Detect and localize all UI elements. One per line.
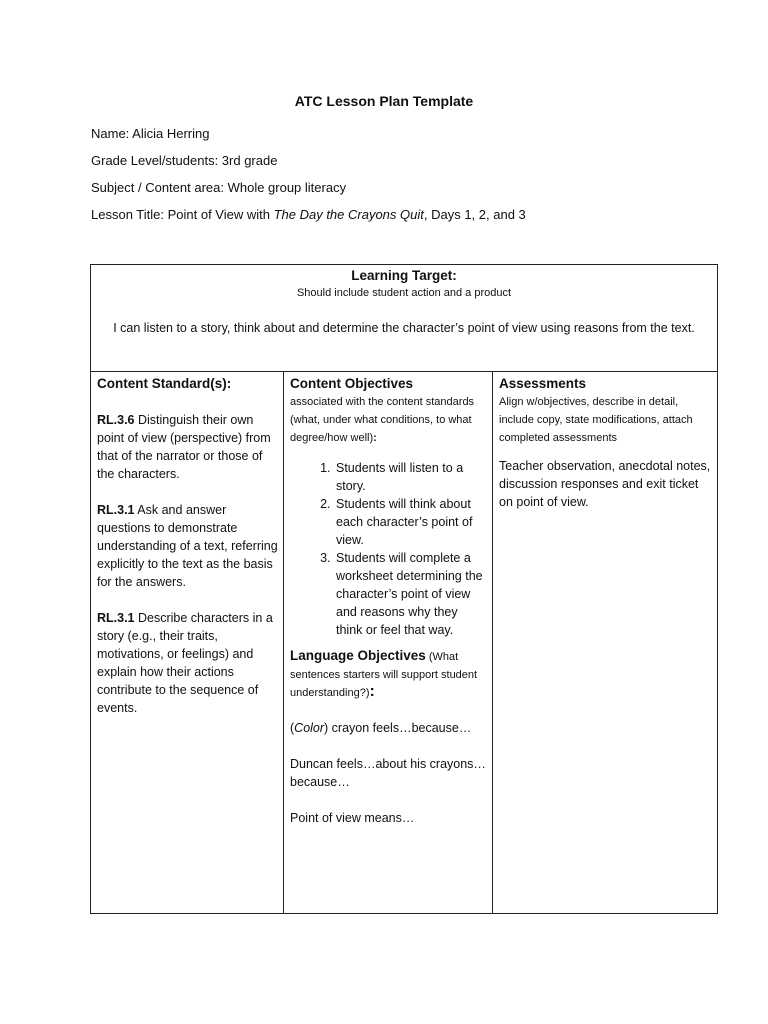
sentence-starter: Duncan feels…about his crayons…because… bbox=[290, 757, 486, 789]
lesson-title bbox=[91, 207, 526, 222]
content-standards-column bbox=[91, 372, 284, 913]
standard-text: Distinguish their own point of view (perspective) from that of the narrator or those of the characters. bbox=[97, 413, 271, 481]
content-objectives-heading: Content Objectives bbox=[290, 376, 414, 391]
language-objectives-note: (What sentences starters will support student understanding?) bbox=[290, 651, 478, 699]
assessments-text: Teacher observation, anecdotal notes, discussion responses and exit ticket on point of view. bbox=[499, 459, 711, 509]
learning-target-statement: I can listen to a story, think about and determine the character’s point of view using reasons from the text. bbox=[113, 321, 695, 335]
objective-item: 1. Students will listen to a story. bbox=[334, 459, 486, 495]
subject-area: Subject / Content area: Whole group literacy bbox=[91, 180, 347, 195]
sentence-starter bbox=[290, 719, 486, 737]
document-title: ATC Lesson Plan Template bbox=[294, 93, 474, 109]
lesson-title-suffix: , Days 1, 2, and 3 bbox=[423, 207, 526, 222]
language-objectives bbox=[290, 647, 486, 701]
lesson-title-prefix: Lesson Title: Point of View with bbox=[91, 207, 274, 222]
book-title: The Day the Crayons Quit bbox=[273, 207, 424, 222]
content-objectives-description bbox=[290, 393, 486, 447]
starter-color-placeholder: Color bbox=[294, 721, 325, 735]
objective-item: 3. Students will complete a worksheet determining the character’s point of view and reasons why they think or feel that way. bbox=[334, 549, 486, 639]
grade-level: Grade Level/students: 3rd grade bbox=[91, 153, 278, 168]
sentence-starter: Point of view means… bbox=[290, 811, 415, 825]
language-objectives-colon: : bbox=[369, 683, 375, 700]
assessments-column bbox=[493, 372, 719, 913]
standard-item bbox=[97, 609, 279, 717]
standard-text: Describe characters in a story (e.g., their traits, motivations, or feelings) and explain how their actions contribute to the sequence of events. bbox=[97, 611, 273, 715]
language-objectives-heading: Language Objectives bbox=[290, 648, 426, 663]
objectives-column bbox=[284, 372, 493, 913]
standard-item bbox=[97, 411, 279, 483]
assessments-description: Align w/objectives, describe in detail, include copy, state modifications, attach completed assessments bbox=[499, 396, 693, 444]
standard-code: RL.3.1 bbox=[97, 503, 135, 517]
content-objectives-colon: : bbox=[373, 432, 377, 444]
starter-text: ) crayon feels…because… bbox=[324, 721, 472, 735]
standard-text: Ask and answer questions to demonstrate understanding of a text, referring explicitly to the text as the basis for the answers. bbox=[97, 503, 278, 589]
assessments-heading: Assessments bbox=[499, 376, 587, 391]
teacher-name: Name: Alicia Herring bbox=[91, 126, 210, 141]
lesson-plan-table bbox=[90, 264, 718, 914]
learning-target-section bbox=[91, 265, 717, 372]
standard-code: RL.3.1 bbox=[97, 611, 135, 625]
objective-item: 2. Students will think about each character’s point of view. bbox=[334, 495, 486, 549]
standard-item bbox=[97, 501, 279, 591]
content-objectives-description-text: associated with the content standards (what, under what conditions, to what degree/how well) bbox=[290, 396, 475, 444]
content-objectives-list bbox=[290, 459, 486, 639]
learning-target-heading: Learning Target: bbox=[351, 268, 457, 283]
learning-target-subheading: Should include student action and a product bbox=[296, 287, 512, 299]
standard-code: RL.3.6 bbox=[97, 413, 135, 427]
content-standards-heading: Content Standard(s): bbox=[97, 376, 232, 391]
starter-open-paren: ( bbox=[290, 721, 295, 735]
